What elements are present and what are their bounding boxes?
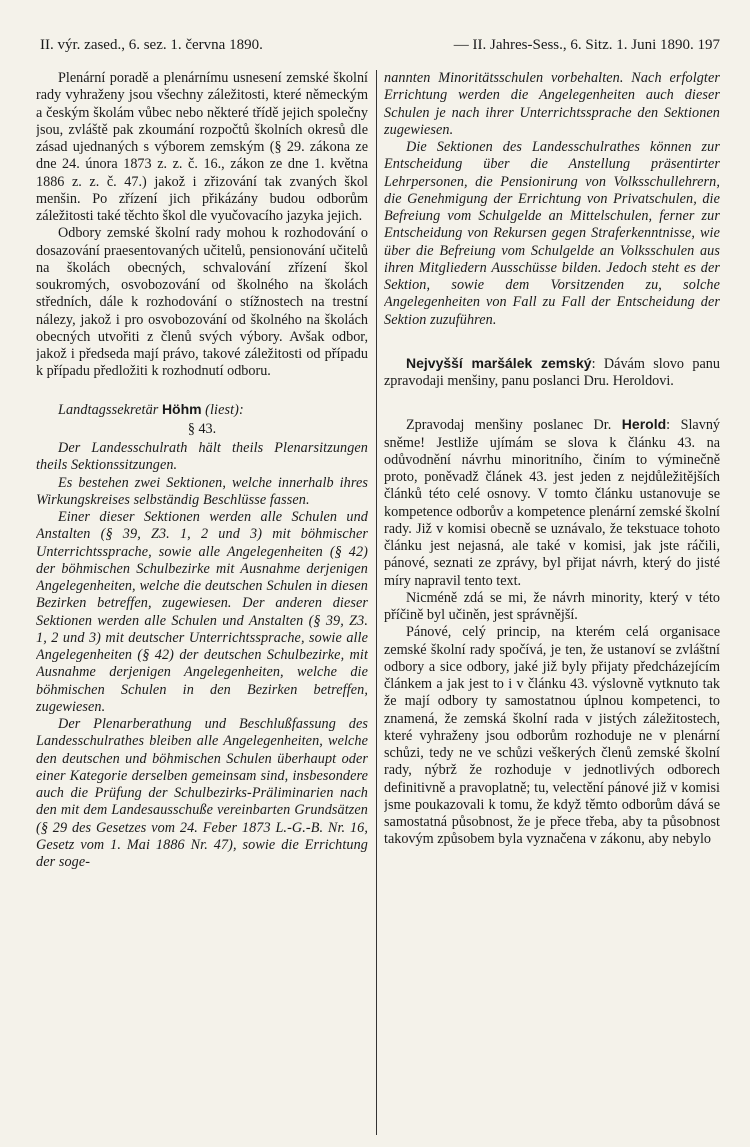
header-german: — II. Jahres-Sess., 6. Sitz. 1. Juni 1890. 197 bbox=[453, 37, 720, 53]
german-paragraph-3: Einer dieser Sektionen werden alle Schulen und Anstalten (§ 39, Z3. 1, 2 und 3) mit böhmischer Unterrichtssprache, sowie alle Angelegenheiten (§ 42) der böhmischen Schulbezirke mit Ausnahme derjenigen Angelegenheiten, welche die deutschen Schulen in diesen Bezirken betreffen, zugewiesen. Der anderen dieser Sektionen werden alle Schulen und Anstalten (§ 39, Z3. 1, 2 und 3) mit deutscher Unterrichtssprache, sowie alle Angelegenheiten (§ 42) der deutschen Schulbezirke, mit Ausnahme derjenigen Angelegenheiten, welche die böhmischen Schulen in den Bezirken betreffen, zugewiesen. bbox=[36, 509, 368, 715]
paragraph-minority: Nicméně zdá se mi, že návrh minority, který v této příčině byl učiněn, jest správnější. bbox=[384, 589, 720, 623]
paragraph-plenary: Plenární poradě a plenárnímu usnesení zemské školní rady vyhraženy jsou všechny záležitosti, které německým a českým školám vůbec nebo některé třídě jejich společny jsou, zvláště pak zkoumání rozpočtů školních okresů dle zásad ujednaných s výborem zemským (§ 29. zákona ze dne 24. února 1873 z. z. č. 16., zákon ze dne 1. května 1886 z. z. č. 47.) jakož i zřizování tak zvaných škol menšin. Po zřízení jich přikázány budou odborům záležitosti také těchto škol dle vyučovacího jazyka jejich. bbox=[36, 70, 368, 224]
speaker-line-marshal bbox=[384, 355, 720, 391]
speaker-role-herold: Zpravodaj menšiny poslanec Dr. bbox=[406, 417, 612, 434]
speaker-line-hoehm bbox=[36, 401, 368, 419]
right-column bbox=[384, 70, 720, 1140]
speaker-name-herold: Herold bbox=[621, 416, 667, 433]
speaker-role: Landtagssekretär bbox=[58, 401, 159, 418]
section-number: § 43. bbox=[187, 420, 217, 437]
speaker-line-herold bbox=[384, 416, 720, 590]
german-paragraph-1: Der Landesschulrath hält theils Plenarsitzungen theils Sektionssitzungen. bbox=[36, 440, 368, 474]
paragraph-principle: Pánové, celý princip, na kterém celá organisace zemské školní rady spočívá, je ten, že ustanoví se zvláštní odbory a sice odbory, jaké již byly přijaty předcházejícím článkem a jak jest to i v článku 43. výslovně vytknuto tak že mají odbory ty samostatnou úplnou kompetenci, to znamená, že zemská školní rada v jistých záležitostech, které vyhraženy jsou odborům rozhoduje ne v plenární schůzi, tedy ne ve schůzi veškerých členů zemské školní rady, nýbrž že rozhoduje v jednotlivých odborech definitivně a pravoplatně; tu, velectění pánové již v komisi jsme poukazovali k tomu, že když těmto odborům dává se samostatná působnost, že je přece třeba, aby ta působnost takovým způsobem byla vyznačena v zákonu, aby nebylo bbox=[384, 624, 720, 848]
german-paragraph-6: Die Sektionen des Landesschulrathes können zur Entscheidung über die Anstellung präsentirter Lehrpersonen, die Pensionirung von Volksschullehrern, die Genehmigung der Errichtung von Privatschulen, die Befreiung vom Schulgelde an Mittelschulen, ferner zur Entscheidung von Rekursen gegen Straferkenntnisse, wie über die Befreiung vom Schulgelde an Volksschulen aus ihren Mitgliedern Ausschüsse bilden. Jedoch steht es der Sektion, sowie dem Vorsitzenden zu, solche Angelegenheiten von Fall zu Fall der Entscheidung der Sektion zuzuführen. bbox=[384, 139, 720, 328]
speaker-text-herold: : Slavný sněme! Jestliže ujímám se slova k článku 43. na odůvodnění návrhu minoritního, činím to výminečně proto, poněvadž článek 43. jest jeden z nejdůležitějších článků této celé osnovy. V tomto článku ustanovuje se kompetence odborův a kompetence plenární zemské školní rady. Již v komisi obecně se uznávalo, že tekstuace tohoto článku jest nejasná, ale také v komisi, jak jste ráčili, pánové, seznati ze zprávy, byl přijat návrh, který do jisté míry napravil tento text. bbox=[384, 417, 720, 589]
german-paragraph-4: Der Plenarberathung und Beschlußfassung des Landesschulrathes bleiben alle Angelegenheiten, welche den deutschen und böhmischen Schulen überhaupt oder einer Kategorie derselben gemeinsam sind, insbesondere auch die Prüfung der Schulbezirks-Präliminarien nach den mit dem Landesausschuße vereinbarten Grundsätzen (§ 29 des Gesetzes vom 24. Feber 1873 L.-G.-B. Nr. 16, Gesetz vom 1. Mai 1886 Nr. 47), sowie die Errichtung der soge- bbox=[36, 716, 368, 870]
paragraph-sections: Odbory zemské školní rady mohou k rozhodování o dosazování praesentovaných učitelů, pensionování učitelů na školách obecných, schvalování zřízení škol soukromých, osvobozování od školného na školách středních, dále k rozhodování o stížnostech na trestní nálezy, jakož i pro osvobozování od školného na školách obecných utvořiti z členů svých výbory. Avšak odbor, jakož i předseda mají právo, takové záležitosti od případu k případu předložiti k rozhodnutí odboru. bbox=[36, 225, 368, 380]
speaker-suffix: (liest): bbox=[205, 401, 244, 418]
speaker-name: Höhm bbox=[161, 400, 202, 417]
header-czech: II. výr. zased., 6. sez. 1. června 1890. bbox=[40, 37, 263, 53]
running-header bbox=[40, 34, 720, 56]
german-paragraph-5: nannten Minoritätsschulen vorbehalten. Nach erfolgter Errichtung werden die Angelegenheiten auch dieser Schulen je nach ihrer Unterrichtssprache den Sektionen zugewiesen. bbox=[384, 70, 720, 138]
left-column bbox=[36, 70, 368, 1140]
speaker-name-marshal: Nejvyšší maršálek zemský bbox=[406, 354, 592, 371]
german-paragraph-2: Es bestehen zwei Sektionen, welche innerhalb ihres Wirkungskreises selbständig Beschlüsse fassen. bbox=[36, 474, 368, 508]
speaker-text-marshal: : Dávám slovo panu zpravodaji menšiny, panu poslanci Dru. Heroldovi. bbox=[384, 355, 720, 389]
column-divider bbox=[376, 70, 377, 1135]
